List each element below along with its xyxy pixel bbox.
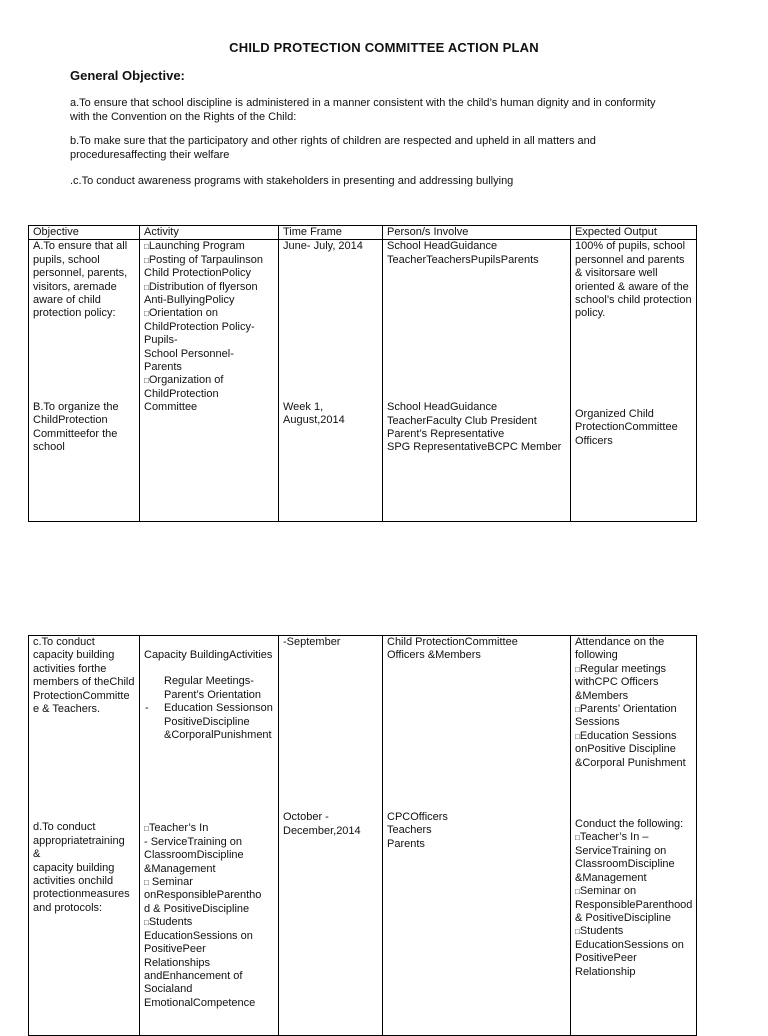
cell-line: d.To conduct	[33, 821, 96, 834]
activity-cell	[140, 636, 279, 1036]
objective-c-line: .c.To conduct awareness programs with stakeholders in presenting and addressing bullying	[70, 175, 514, 187]
time-frame-cell	[279, 240, 383, 522]
cell-line: PositivePeer	[144, 943, 206, 956]
action-plan-table-1	[28, 225, 697, 522]
cell-line: d & PositiveDiscipline	[144, 902, 250, 915]
cell-line: visitors, aremade	[33, 280, 117, 293]
cell-line: ChildProtection	[33, 414, 108, 427]
cell-line: members of theChild	[33, 676, 135, 689]
bullet-item: □ Distribution of flyerson	[144, 281, 274, 294]
cell-line: capacity building	[33, 861, 115, 874]
cell-line: e & Teachers.	[33, 703, 101, 716]
objective-a-paragraph	[70, 97, 720, 124]
bullet-item: □ Seminar on	[575, 885, 692, 898]
cell-line: Relationship	[575, 965, 636, 978]
cell-line: EducationSessions on	[144, 929, 253, 942]
cell-line: June- July, 2014	[283, 240, 363, 253]
cell-line: ProtectionCommitte	[33, 689, 130, 702]
cell-line: oriented & aware of the	[575, 280, 689, 293]
cell-line: October -	[283, 811, 329, 824]
cell-line: ChildProtection	[144, 387, 219, 400]
cell-line: ProtectionCommittee	[575, 421, 678, 434]
cell-line: activities forthe	[33, 662, 107, 675]
cell-line: Regular Meetings-	[164, 675, 254, 688]
cell-line: & visitorsare well	[575, 267, 658, 280]
cell-line: CPCOfficers	[387, 810, 448, 823]
bullet-item: □ Teacher’s In	[144, 822, 274, 835]
cell-line: Officers &Members	[387, 649, 481, 662]
activity-cell	[140, 240, 279, 522]
cell-line: Child ProtectionCommittee	[387, 636, 518, 648]
cell-line: -September	[283, 636, 341, 648]
cell-line: appropriatetraining &	[33, 834, 125, 861]
cell-line: protectionmeasures	[33, 888, 130, 901]
cell-line: Parents	[387, 837, 425, 850]
cell-line: Organized Child	[575, 407, 654, 420]
objective-a-line: with the Convention on the Rights of the Child:	[70, 110, 297, 123]
cell-line: SPG RepresentativeBCPC Member	[387, 441, 562, 454]
cell-line: ResponsibleParenthood	[575, 898, 693, 911]
cell-line: TeacherFaculty Club President	[387, 414, 537, 427]
table-row	[29, 240, 697, 522]
cell-line: Officers	[575, 434, 613, 447]
cell-line: &Corporal Punishment	[575, 756, 686, 769]
cell-line: Socialand	[144, 983, 193, 996]
table-header-row	[29, 226, 697, 240]
cell-line: August,2014	[283, 414, 345, 427]
header-expected-output: Expected Output	[571, 226, 697, 240]
cell-line: onResponsibleParentho	[144, 889, 262, 902]
cell-line: School HeadGuidance	[387, 401, 498, 414]
cell-line: - ServiceTraining on	[144, 835, 243, 848]
dash-item: - Education Sessionson	[145, 702, 273, 715]
cell-line: &CorporalPunishment	[164, 729, 272, 742]
header-objective: Objective	[29, 226, 140, 240]
bullet-item: □ Orientation on	[144, 307, 274, 320]
objective-c-paragraph	[70, 175, 720, 189]
cell-line: &Members	[575, 689, 629, 702]
header-activity: Activity	[140, 226, 279, 240]
cell-line: A.To ensure that all	[33, 240, 128, 253]
cell-line: personnel, parents,	[33, 267, 128, 280]
bullet-item: □ Launching Program	[144, 240, 274, 253]
cell-line: ClassroomDiscipline	[144, 849, 244, 862]
objective-cell	[29, 636, 140, 1036]
bullet-item: □ Organization of	[144, 374, 274, 387]
activity-title: Capacity BuildingActivities	[144, 649, 273, 661]
bullet-item: □ Regular meetings	[575, 663, 692, 676]
cell-line: School Personnel-	[144, 347, 234, 360]
cell-line: school’s child protection	[575, 294, 692, 307]
cell-line: following	[575, 649, 618, 662]
cell-line: Parents	[144, 361, 182, 374]
cell-line: and protocols:	[33, 901, 103, 914]
cell-line: &Management	[575, 871, 647, 884]
cell-line: B.To organize the	[33, 400, 119, 413]
cell-line: Relationships	[144, 956, 211, 969]
cell-line: Attendance on the	[575, 636, 665, 648]
general-objective-heading: General Objective:	[70, 68, 185, 83]
table-row	[29, 636, 697, 1036]
cell-line: ChildProtection Policy-	[144, 320, 255, 333]
objective-b-paragraph	[70, 135, 720, 162]
header-time-frame: Time Frame	[279, 226, 383, 240]
cell-line: c.To conduct	[33, 636, 95, 648]
cell-line: protection policy:	[33, 307, 116, 320]
cell-line: Committeefor the	[33, 427, 118, 440]
bullet-item: □ Seminar	[144, 876, 274, 889]
cell-line: ServiceTraining on	[575, 844, 667, 857]
bullet-item: □ Students	[575, 925, 692, 938]
cell-line: Parent’s Orientation	[164, 688, 262, 701]
cell-line: aware of child	[33, 294, 101, 307]
cell-line: Sessions	[575, 716, 620, 729]
cell-line: ClassroomDiscipline	[575, 858, 675, 871]
cell-line: school	[33, 441, 65, 454]
cell-line: withCPC Officers	[575, 676, 659, 689]
cell-line: Teachers	[387, 824, 432, 837]
expected-output-cell	[571, 636, 697, 1036]
time-frame-cell	[279, 636, 383, 1036]
cell-line: 100% of pupils, school	[575, 240, 686, 253]
cell-line: Pupils-	[144, 334, 178, 347]
persons-cell	[383, 240, 571, 522]
expected-output-cell	[571, 240, 697, 522]
header-persons-involve: Person/s Involve	[383, 226, 571, 240]
action-plan-table-2	[28, 635, 697, 1036]
cell-line: & PositiveDiscipline	[575, 911, 671, 924]
bullet-item: □ Parents’ Orientation	[575, 703, 692, 716]
cell-line: Conduct the following:	[575, 818, 684, 831]
cell-line: capacity building	[33, 649, 115, 662]
bullet-item: □ Teacher’s In –	[575, 831, 692, 844]
objective-cell	[29, 240, 140, 522]
persons-cell	[383, 636, 571, 1036]
dash-marker: -	[145, 702, 149, 715]
cell-line: pupils, school	[33, 253, 100, 266]
bullet-item: □ Education Sessions	[575, 730, 692, 743]
objective-b-line: b.To make sure that the participatory and other rights of children are respected and upheld in all matters and	[70, 135, 596, 147]
cell-line: Child ProtectionPolicy	[144, 267, 251, 280]
cell-line: December,2014	[283, 824, 361, 837]
cell-line: EducationSessions on	[575, 938, 684, 951]
cell-line: PositiveDiscipline	[164, 715, 250, 728]
cell-line: onPositive Discipline	[575, 743, 676, 756]
objective-a-line: a.To ensure that school discipline is administered in a manner consistent with the child’s human dignity and in conformity	[70, 97, 656, 109]
cell-line: personnel and parents	[575, 253, 685, 266]
cell-line: EmotionalCompetence	[144, 996, 256, 1009]
cell-line: Committee	[144, 401, 198, 414]
cell-line: policy.	[575, 307, 606, 320]
cell-line: Anti-BullyingPolicy	[144, 294, 235, 307]
cell-line: TeacherTeachersPupilsParents	[387, 253, 539, 266]
bullet-item: □ Students	[144, 916, 274, 929]
cell-line: Week 1,	[283, 400, 324, 413]
document-title: CHILD PROTECTION COMMITTEE ACTION PLAN	[229, 40, 539, 55]
cell-line: &Management	[144, 862, 216, 875]
bullet-item: □ Posting of Tarpaulinson	[144, 254, 274, 267]
cell-line: andEnhancement of	[144, 969, 243, 982]
cell-line: PositivePeer	[575, 952, 637, 965]
cell-line: activities onchild	[33, 875, 114, 888]
cell-line: Parent’s Representative	[387, 428, 505, 441]
objective-b-line: proceduresaffecting their welfare	[70, 148, 230, 161]
cell-line: School HeadGuidance	[387, 240, 498, 253]
